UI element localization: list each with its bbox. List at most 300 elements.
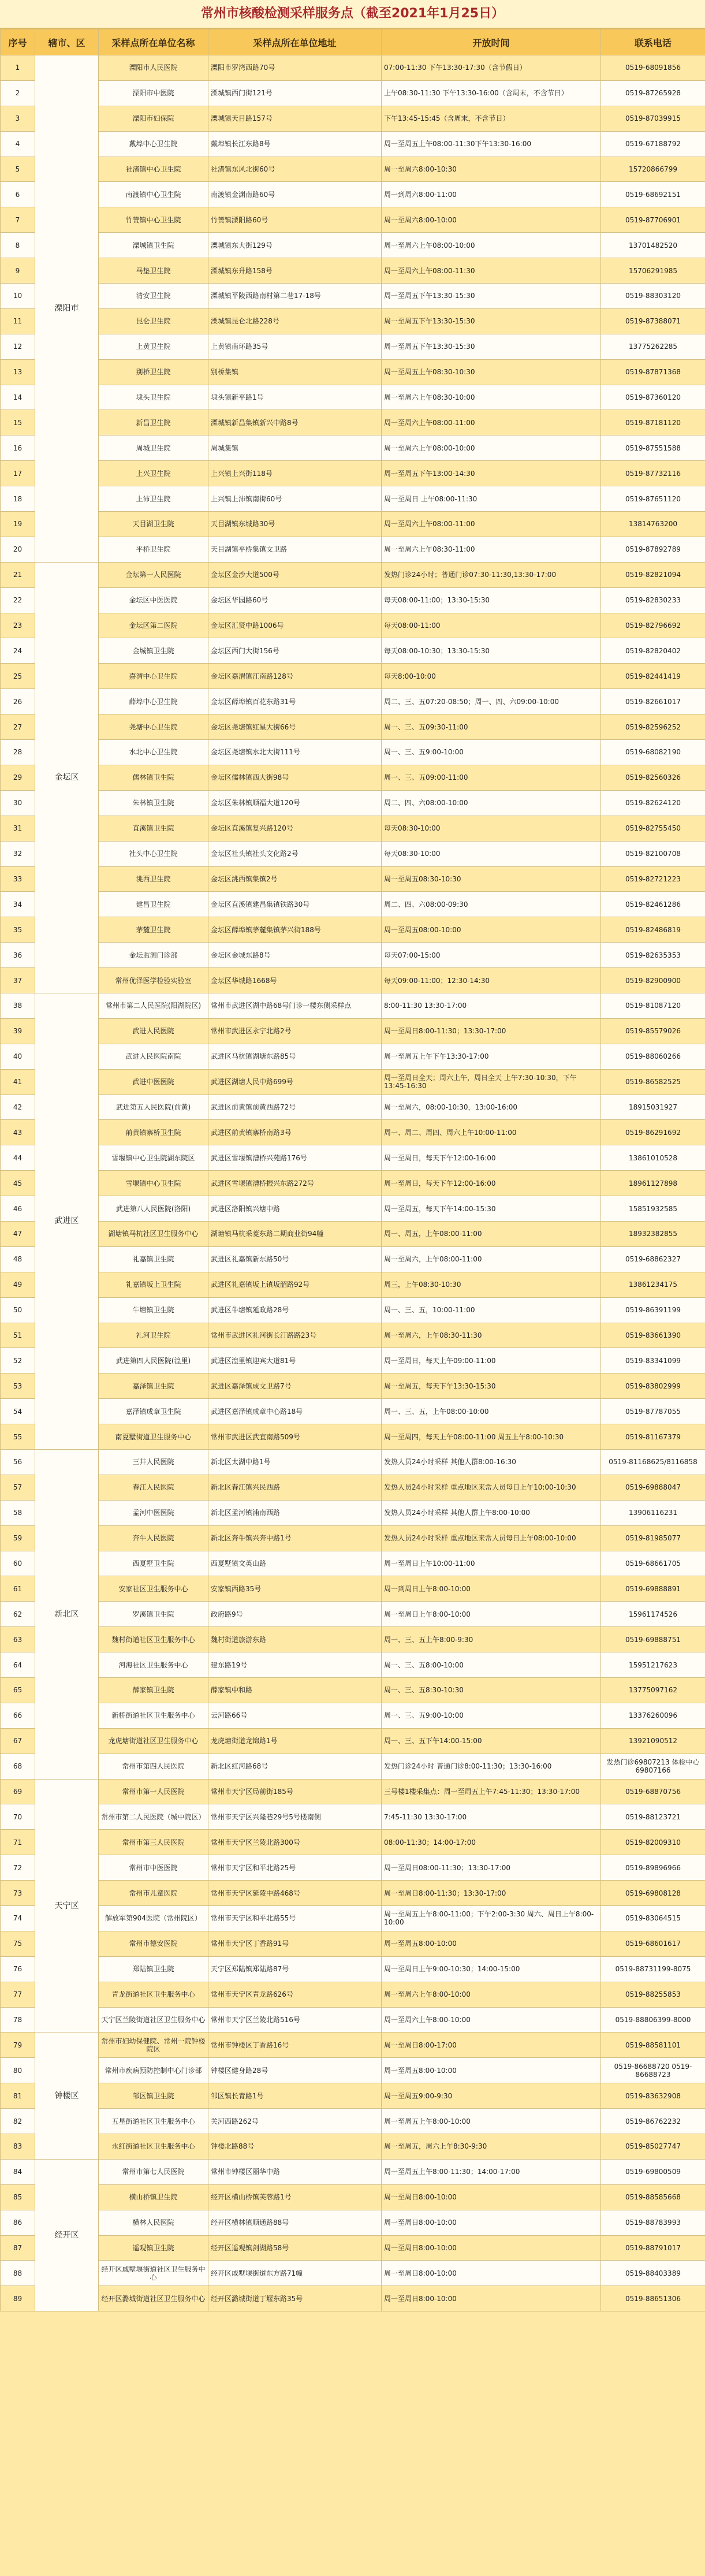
row-seq: 20 [1, 537, 35, 562]
opening-hours: 周一、三、五09:00-11:00 [382, 765, 601, 790]
table-row [1, 816, 705, 841]
row-seq: 3 [1, 106, 35, 131]
table-row [1, 308, 705, 334]
opening-hours: 发热人员24小时采样 其他人群8:00-16:30 [382, 1449, 601, 1475]
contact-phone: 0519-88060266 [601, 1044, 705, 1069]
opening-hours: 周一、三、五下午14:00-15:00 [382, 1728, 601, 1754]
site-address: 金坛区儒林镇西大街98号 [208, 765, 382, 790]
site-name: 金城镇卫生院 [99, 638, 208, 664]
site-name: 薛埠中心卫生院 [99, 689, 208, 714]
site-address: 上兴镇上沛镇南街60号 [208, 486, 382, 512]
sampling-sites-table [0, 29, 705, 2311]
district-name: 金坛区 [35, 562, 99, 993]
table-row [1, 2261, 705, 2286]
site-name: 社渚镇中心卫生院 [99, 157, 208, 182]
table-row [1, 1652, 705, 1678]
opening-hours: 周一至周日08:00-11:30；13:30-17:00 [382, 1855, 601, 1881]
site-name: 横林人民医院 [99, 2210, 208, 2235]
site-address: 武进区雪堰镇漕桥振兴东路272号 [208, 1171, 382, 1196]
opening-hours: 周一、三、五9:00-10:00 [382, 740, 601, 765]
opening-hours: 周一、三、五9:00-10:00 [382, 1703, 601, 1728]
row-seq: 75 [1, 1931, 35, 1956]
contact-phone: 0519-68862327 [601, 1246, 705, 1272]
site-name: 上兴卫生院 [99, 461, 208, 486]
site-address: 溧城镇新昌集镇新兴中路8号 [208, 410, 382, 435]
opening-hours: 周一至周五08:30-10:30 [382, 866, 601, 892]
site-address: 溧城镇东升路158号 [208, 258, 382, 284]
site-name: 常州市妇幼保健院、常州一院钟楼院区 [99, 2032, 208, 2058]
site-address: 金坛区社头镇社头文化路2号 [208, 841, 382, 866]
contact-phone: 18961127898 [601, 1171, 705, 1196]
table-row [1, 486, 705, 512]
site-address: 上兴镇上兴街118号 [208, 461, 382, 486]
opening-hours: 周一至周六上午08:00-11:00 [382, 512, 601, 537]
district-name: 武进区 [35, 993, 99, 1449]
row-seq: 11 [1, 308, 35, 334]
table-row [1, 1500, 705, 1525]
contact-phone: 0519-69800509 [601, 2159, 705, 2184]
header-seq: 序号 [1, 29, 35, 55]
contact-phone: 0519-87892789 [601, 537, 705, 562]
table-row [1, 689, 705, 714]
opening-hours: 发热门诊24小时；普通门诊07:30-11:30,13:30-17:00 [382, 562, 601, 587]
site-address: 龙虎塘街道龙锦路1号 [208, 1728, 382, 1754]
site-address: 金坛区薛埠镇茅麓集镇茅兴街188号 [208, 917, 382, 943]
site-address: 常州市天宁区兰陵北路300号 [208, 1830, 382, 1855]
site-name: 薛家镇卫生院 [99, 1678, 208, 1703]
table-row [1, 1703, 705, 1728]
header-district: 辖市、区 [35, 29, 99, 55]
row-seq: 79 [1, 2032, 35, 2058]
opening-hours: 周一至周日8:00-11:30；13:30-17:00 [382, 1881, 601, 1906]
site-address: 安家镇西路35号 [208, 1576, 382, 1602]
table-row [1, 664, 705, 689]
opening-hours: 周一至周六上午08:00-10:00 [382, 435, 601, 461]
contact-phone: 13376260096 [601, 1703, 705, 1728]
contact-phone: 0519-88123721 [601, 1804, 705, 1830]
contact-phone: 15720866799 [601, 157, 705, 182]
site-address: 金坛区朱林镇顺福大道120号 [208, 790, 382, 816]
site-address: 金坛区洮西镇集镇2号 [208, 866, 382, 892]
site-name: 溧阳市中医院 [99, 80, 208, 106]
contact-phone: 13861010528 [601, 1145, 705, 1171]
site-name: 茅麓卫生院 [99, 917, 208, 943]
opening-hours: 周一至周五，周六上午8:30-9:30 [382, 2134, 601, 2160]
opening-hours: 每天07:00-15:00 [382, 943, 601, 968]
row-seq: 24 [1, 638, 35, 664]
row-seq: 85 [1, 2184, 35, 2210]
site-name: 常州市第七人民医院 [99, 2159, 208, 2184]
opening-hours: 周一、三、五，上午08:00-10:00 [382, 1399, 601, 1424]
contact-phone: 0519-86582525 [601, 1069, 705, 1095]
table-row [1, 1373, 705, 1399]
table-row [1, 943, 705, 968]
site-address: 西夏墅镇文英山路 [208, 1551, 382, 1576]
table-header-row [1, 29, 705, 55]
table-row [1, 1348, 705, 1373]
contact-phone: 15961174526 [601, 1602, 705, 1627]
row-seq: 25 [1, 664, 35, 689]
row-seq: 83 [1, 2134, 35, 2160]
site-address: 溧城镇西门街121号 [208, 80, 382, 106]
table-row [1, 1678, 705, 1703]
site-address: 常州市天宁区延陵中路468号 [208, 1881, 382, 1906]
table-row [1, 80, 705, 106]
header-name: 采样点所在单位名称 [99, 29, 208, 55]
site-name: 青龙街道社区卫生服务中心 [99, 1982, 208, 2007]
table-row [1, 1145, 705, 1171]
site-name: 马垫卫生院 [99, 258, 208, 284]
row-seq: 27 [1, 714, 35, 740]
row-seq: 26 [1, 689, 35, 714]
row-seq: 68 [1, 1754, 35, 1779]
row-seq: 84 [1, 2159, 35, 2184]
site-address: 常州市天宁区和平北路25号 [208, 1855, 382, 1881]
site-address: 溧阳市罗湾西路70号 [208, 55, 382, 81]
contact-phone: 0519-82821094 [601, 562, 705, 587]
table-row [1, 562, 705, 587]
contact-phone: 0519-67188792 [601, 131, 705, 157]
site-address: 常州市钟楼区丽华中路 [208, 2159, 382, 2184]
row-seq: 58 [1, 1500, 35, 1525]
opening-hours: 周一至周日全天；周六上午，周日全天 上午7:30-10:30，下午13:45-16:30 [382, 1069, 601, 1095]
opening-hours: 三号楼1楼采集点：周一至周五上午7:45-11:30；13:30-17:00 [382, 1779, 601, 1804]
row-seq: 6 [1, 182, 35, 207]
contact-phone: 0519-82441419 [601, 664, 705, 689]
table-row [1, 968, 705, 993]
row-seq: 39 [1, 1018, 35, 1044]
table-row [1, 1804, 705, 1830]
site-address: 新北区孟河镇浦南西路 [208, 1500, 382, 1525]
opening-hours: 周一至周日8:00-10:00 [382, 2184, 601, 2210]
row-seq: 88 [1, 2261, 35, 2286]
row-seq: 4 [1, 131, 35, 157]
table-row [1, 461, 705, 486]
site-address: 建东路19号 [208, 1652, 382, 1678]
site-address: 上黄镇南环路35号 [208, 334, 382, 359]
contact-phone: 0519-83341099 [601, 1348, 705, 1373]
opening-hours: 周一至周五上午8:00-11:00；下午2:00-3:30 周六、周日上午8:00-10:00 [382, 1906, 601, 1931]
site-address: 常州市武进区武宜南路509号 [208, 1424, 382, 1450]
opening-hours: 周一至周日上午10:00-11:00 [382, 1551, 601, 1576]
table-row [1, 1399, 705, 1424]
table-row [1, 1449, 705, 1475]
table-row [1, 1956, 705, 1982]
site-name: 嘉渭中心卫生院 [99, 664, 208, 689]
header-hours: 开放时间 [382, 29, 601, 55]
row-seq: 45 [1, 1171, 35, 1196]
site-name: 嘉泽镇卫生院 [99, 1373, 208, 1399]
opening-hours: 周一至周六上午8:00-10:00 [382, 2007, 601, 2032]
table-row [1, 106, 705, 131]
site-name: 龙虎塘街道社区卫生服务中心 [99, 1728, 208, 1754]
contact-phone: 0519-87551588 [601, 435, 705, 461]
site-name: 武进第四人民医院(湟里) [99, 1348, 208, 1373]
contact-phone: 0519-87871368 [601, 359, 705, 385]
table-row [1, 2235, 705, 2261]
opening-hours: 周三，上午08:30-10:30 [382, 1272, 601, 1297]
opening-hours: 每天08:00-10:30；13:30-15:30 [382, 638, 601, 664]
opening-hours: 周一至周日上午8:00-10:00 [382, 1602, 601, 1627]
table-row [1, 2109, 705, 2134]
table-row [1, 131, 705, 157]
row-seq: 54 [1, 1399, 35, 1424]
table-row [1, 638, 705, 664]
row-seq: 57 [1, 1475, 35, 1500]
site-address: 常州市天宁区和平北路55号 [208, 1906, 382, 1931]
opening-hours: 周一至周六上午8:00-10:00 [382, 1982, 601, 2007]
site-name: 朱林镇卫生院 [99, 790, 208, 816]
site-address: 金坛区金城东路8号 [208, 943, 382, 968]
site-name: 三井人民医院 [99, 1449, 208, 1475]
site-name: 前黄镇寨桥卫生院 [99, 1120, 208, 1145]
site-name: 解放军第904医院（常州院区） [99, 1906, 208, 1931]
district-name: 经开区 [35, 2159, 99, 2311]
opening-hours: 周一至周六8:00-10:30 [382, 157, 601, 182]
row-seq: 46 [1, 1196, 35, 1222]
contact-phone: 0519-87360120 [601, 385, 705, 410]
row-seq: 17 [1, 461, 35, 486]
opening-hours: 每天08:30-10:00 [382, 841, 601, 866]
contact-phone: 0519-83802999 [601, 1373, 705, 1399]
site-name: 戴埠中心卫生院 [99, 131, 208, 157]
contact-phone: 0519-88651306 [601, 2286, 705, 2311]
row-seq: 9 [1, 258, 35, 284]
site-address: 武进区嘉泽镇成文卫路7号 [208, 1373, 382, 1399]
site-address: 别桥集镇 [208, 359, 382, 385]
header-phone: 联系电话 [601, 29, 705, 55]
opening-hours: 周一至周六上午08:00-11:00 [382, 410, 601, 435]
contact-phone: 0519-88791017 [601, 2235, 705, 2261]
contact-phone: 0519-81087120 [601, 993, 705, 1018]
opening-hours: 周一、三、五，10:00-11:00 [382, 1297, 601, 1323]
table-row [1, 1754, 705, 1779]
district-name: 溧阳市 [35, 55, 99, 563]
opening-hours: 周一至周五，每天下午13:30-15:30 [382, 1373, 601, 1399]
contact-phone: 0519-85579026 [601, 1018, 705, 1044]
opening-hours: 周一至周五上午8:00-11:30；14:00-17:00 [382, 2159, 601, 2184]
table-row [1, 1602, 705, 1627]
table-row [1, 207, 705, 233]
opening-hours: 周一、三、五上午8:00-9:30 [382, 1627, 601, 1652]
site-address: 周城集镇 [208, 435, 382, 461]
row-seq: 69 [1, 1779, 35, 1804]
site-name: 溧阳市妇保院 [99, 106, 208, 131]
opening-hours: 周一至周五上午08:00-11:30下午13:30-16:00 [382, 131, 601, 157]
row-seq: 12 [1, 334, 35, 359]
opening-hours: 7:45-11:30 13:30-17:00 [382, 1804, 601, 1830]
header-address: 采样点所在单位地址 [208, 29, 382, 55]
row-seq: 40 [1, 1044, 35, 1069]
opening-hours: 发热人员24小时采样 重点地区来常人员每日上午08:00-10:00 [382, 1525, 601, 1551]
row-seq: 7 [1, 207, 35, 233]
row-seq: 76 [1, 1956, 35, 1982]
site-address: 溧城镇东大街129号 [208, 233, 382, 258]
row-seq: 19 [1, 512, 35, 537]
contact-phone: 0519-87181120 [601, 410, 705, 435]
opening-hours: 08:00-11:30；14:00-17:00 [382, 1830, 601, 1855]
opening-hours: 周一、三、五09:30-11:00 [382, 714, 601, 740]
table-row [1, 2159, 705, 2184]
contact-phone: 0519-87039915 [601, 106, 705, 131]
contact-phone: 0519-69888047 [601, 1475, 705, 1500]
table-row [1, 2083, 705, 2109]
table-row [1, 182, 705, 207]
row-seq: 32 [1, 841, 35, 866]
site-name: 常州市第二人民医院(阳湖院区) [99, 993, 208, 1018]
site-address: 社渚镇东风北街60号 [208, 157, 382, 182]
table-row [1, 1627, 705, 1652]
row-seq: 2 [1, 80, 35, 106]
site-address: 经开区潞城街道丁堰东路35号 [208, 2286, 382, 2311]
row-seq: 37 [1, 968, 35, 993]
table-row [1, 1525, 705, 1551]
site-address: 常州市天宁区丁香路91号 [208, 1931, 382, 1956]
site-name: 永红街道社区卫生服务中心 [99, 2134, 208, 2160]
site-name: 金坛第一人民医院 [99, 562, 208, 587]
opening-hours: 周二、四、六08:00-10:00 [382, 790, 601, 816]
opening-hours: 周一至周六上午08:30-10:00 [382, 385, 601, 410]
site-name: 新昌卫生院 [99, 410, 208, 435]
site-name: 常州优泽医学检验实验室 [99, 968, 208, 993]
contact-phone: 0519-82560326 [601, 765, 705, 790]
contact-phone: 0519-81168625/8116858 [601, 1449, 705, 1475]
row-seq: 42 [1, 1095, 35, 1120]
row-seq: 70 [1, 1804, 35, 1830]
opening-hours: 每天08:00-11:00 [382, 613, 601, 638]
row-seq: 53 [1, 1373, 35, 1399]
site-address: 薛家镇中和路 [208, 1678, 382, 1703]
row-seq: 29 [1, 765, 35, 790]
opening-hours: 发热人员24小时采样 重点地区来常人员每日上午10:00-10:30 [382, 1475, 601, 1500]
opening-hours: 周一至周六上午08:00-10:00 [382, 233, 601, 258]
contact-phone: 13775262285 [601, 334, 705, 359]
table-row [1, 334, 705, 359]
site-address: 云河路66号 [208, 1703, 382, 1728]
row-seq: 47 [1, 1221, 35, 1246]
table-row [1, 1779, 705, 1804]
site-address: 金坛区直溪镇建昌集镇铁路30号 [208, 892, 382, 917]
district-name: 钟楼区 [35, 2032, 99, 2159]
table-body [1, 55, 705, 2311]
site-name: 水北中心卫生院 [99, 740, 208, 765]
opening-hours: 周二、四、六08:00-09:30 [382, 892, 601, 917]
opening-hours: 发热门诊24小时 普通门诊8:00-11:30；13:30-16:00 [382, 1754, 601, 1779]
row-seq: 35 [1, 917, 35, 943]
contact-phone: 0519-85027747 [601, 2134, 705, 2160]
contact-phone: 0519-87787055 [601, 1399, 705, 1424]
site-address: 溧城镇平陵西路南村第二巷17-18号 [208, 284, 382, 309]
table-row [1, 537, 705, 562]
table-row [1, 1018, 705, 1044]
site-name: 上黄卫生院 [99, 334, 208, 359]
opening-hours: 周一至周日8:00-10:00 [382, 2210, 601, 2235]
row-seq: 34 [1, 892, 35, 917]
site-address: 武进区湖塘人民中路699号 [208, 1069, 382, 1095]
opening-hours: 周一至周日 上午08:00-11:30 [382, 486, 601, 512]
row-seq: 48 [1, 1246, 35, 1272]
site-name: 嘉泽镇成章卫生院 [99, 1399, 208, 1424]
row-seq: 52 [1, 1348, 35, 1373]
site-name: 常州市第三人民医院 [99, 1830, 208, 1855]
contact-phone: 0519-82661017 [601, 689, 705, 714]
site-name: 常州市第二人民医院（城中院区） [99, 1804, 208, 1830]
row-seq: 65 [1, 1678, 35, 1703]
table-row [1, 993, 705, 1018]
contact-phone: 13921090512 [601, 1728, 705, 1754]
table-row [1, 1297, 705, 1323]
site-address: 南渡镇金渊南路60号 [208, 182, 382, 207]
contact-phone: 0519-83632908 [601, 2083, 705, 2109]
opening-hours: 周一至周日上午9:00-10:30；14:00-15:00 [382, 1956, 601, 1982]
site-name: 安家社区卫生服务中心 [99, 1576, 208, 1602]
site-name: 五星街道社区卫生服务中心 [99, 2109, 208, 2134]
contact-phone: 0519-88403389 [601, 2261, 705, 2286]
row-seq: 87 [1, 2235, 35, 2261]
site-address: 武进区洛阳镇兴塘中路 [208, 1196, 382, 1222]
table-row [1, 55, 705, 81]
site-address: 金坛区西门大街156号 [208, 638, 382, 664]
site-address: 溧城镇昆仑北路228号 [208, 308, 382, 334]
contact-phone: 0519-82009310 [601, 1830, 705, 1855]
table-row [1, 2007, 705, 2032]
site-address: 钟楼区健身路28号 [208, 2058, 382, 2083]
opening-hours: 周一至周五下午13:00-14:30 [382, 461, 601, 486]
table-row [1, 258, 705, 284]
contact-phone: 15706291985 [601, 258, 705, 284]
site-name: 周城卫生院 [99, 435, 208, 461]
contact-phone: 0519-81167379 [601, 1424, 705, 1450]
row-seq: 77 [1, 1982, 35, 2007]
site-address: 金坛区尧塘镇水北大街111号 [208, 740, 382, 765]
table-row [1, 587, 705, 613]
opening-hours: 8:00-11:30 13:30-17:00 [382, 993, 601, 1018]
contact-phone: 13861234175 [601, 1272, 705, 1297]
site-address: 常州市武进区礼河街长汀路路23号 [208, 1323, 382, 1348]
row-seq: 61 [1, 1576, 35, 1602]
site-name: 平桥卫生院 [99, 537, 208, 562]
opening-hours: 周一至周日，每天下午12:00-16:00 [382, 1171, 601, 1196]
contact-phone: 0519-68601617 [601, 1931, 705, 1956]
contact-phone: 0519-82100708 [601, 841, 705, 866]
row-seq: 23 [1, 613, 35, 638]
site-name: 新桥街道社区卫生服务中心 [99, 1703, 208, 1728]
row-seq: 10 [1, 284, 35, 309]
district-name: 天宁区 [35, 1779, 99, 2032]
site-address: 金坛区华城路1668号 [208, 968, 382, 993]
site-name: 金坛监测门诊部 [99, 943, 208, 968]
row-seq: 22 [1, 587, 35, 613]
opening-hours: 周一至周日，每天下午12:00-16:00 [382, 1145, 601, 1171]
table-row [1, 1323, 705, 1348]
opening-hours: 周一至周日8:00-10:00 [382, 2261, 601, 2286]
site-name: 社头中心卫生院 [99, 841, 208, 866]
contact-phone: 0519-82755450 [601, 816, 705, 841]
site-name: 罗溪镇卫生院 [99, 1602, 208, 1627]
contact-phone: 0519-69808128 [601, 1881, 705, 1906]
contact-phone: 0519-82796692 [601, 613, 705, 638]
opening-hours: 每天08:30-10:00 [382, 816, 601, 841]
row-seq: 43 [1, 1120, 35, 1145]
site-name: 溧阳市人民医院 [99, 55, 208, 81]
district-name: 新北区 [35, 1449, 99, 1779]
table-row [1, 1906, 705, 1931]
site-address: 金坛区直溪镇复兴路120号 [208, 816, 382, 841]
site-address: 金坛区薛埠镇百花东路31号 [208, 689, 382, 714]
site-name: 天宁区兰陵街道社区卫生服务中心 [99, 2007, 208, 2032]
opening-hours: 周一至周四，每天上午08:00-11:00 周五上午8:00-10:30 [382, 1424, 601, 1450]
site-name: 遥观镇卫生院 [99, 2235, 208, 2261]
